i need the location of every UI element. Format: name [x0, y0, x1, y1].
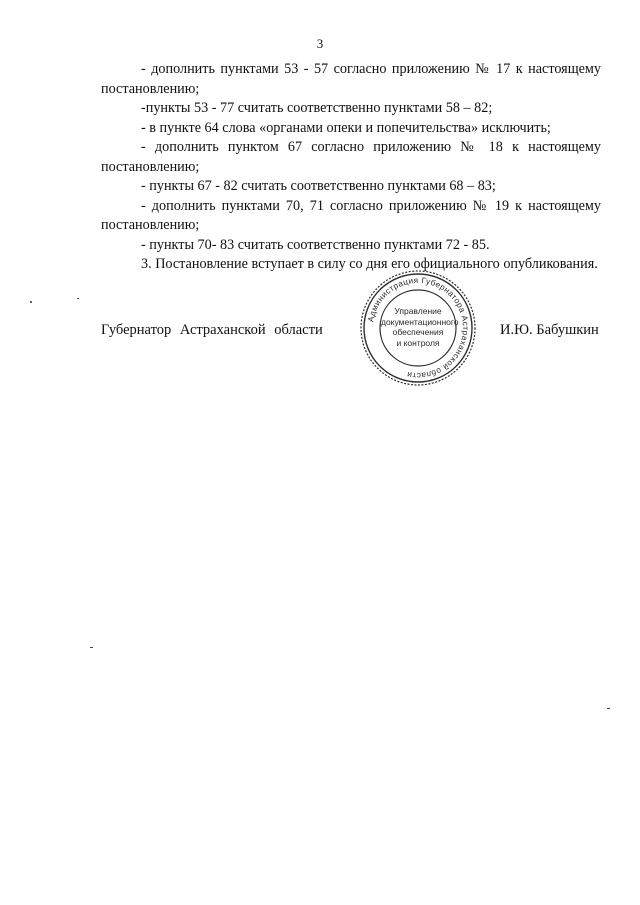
paragraph: 3. Постановление вступает в силу со дня его официального опубликования. — [141, 256, 598, 272]
document-body — [101, 60, 601, 275]
seal-line: Управление — [394, 306, 442, 316]
seal-inner-text — [381, 306, 459, 350]
seal-ring-text: Администрация Губернатора Астраханской области — [366, 275, 471, 381]
scan-speck — [30, 301, 32, 303]
paragraph: - пункты 67 - 82 считать соответственно пунктами 68 – 83; — [141, 178, 496, 194]
seal-line: и контроля — [396, 337, 440, 348]
paragraph: - дополнить пунктами 53 - 57 согласно приложению № 17 к настоящему постановлению; — [101, 61, 601, 97]
paragraph: - дополнить пунктами 70, 71 согласно приложению № 19 к настоящему постановлению; — [101, 197, 601, 233]
page-number: 3 — [316, 36, 324, 51]
paragraph: - пункты 70- 83 считать соответственно пунктами 72 - 85. — [141, 236, 490, 253]
seal-line: документационного — [381, 316, 459, 327]
paragraph: - в пункте 64 слова «органами опеки и попечительства» исключить; — [141, 119, 551, 136]
scan-speck — [607, 708, 610, 709]
scan-speck — [90, 647, 93, 648]
official-seal — [358, 268, 478, 388]
seal-line: обеспечения — [392, 327, 444, 337]
paragraph: -пункты 53 - 77 считать соответственно пунктами 58 – 82; — [141, 100, 493, 116]
scan-speck — [77, 298, 79, 299]
signatory-name: И.Ю. Бабушкин — [500, 322, 599, 338]
signatory-position: Губернатор Астраханской области — [101, 322, 323, 338]
paragraph: - дополнить пунктом 67 согласно приложению № 18 к настоящему постановлению; — [101, 139, 601, 175]
